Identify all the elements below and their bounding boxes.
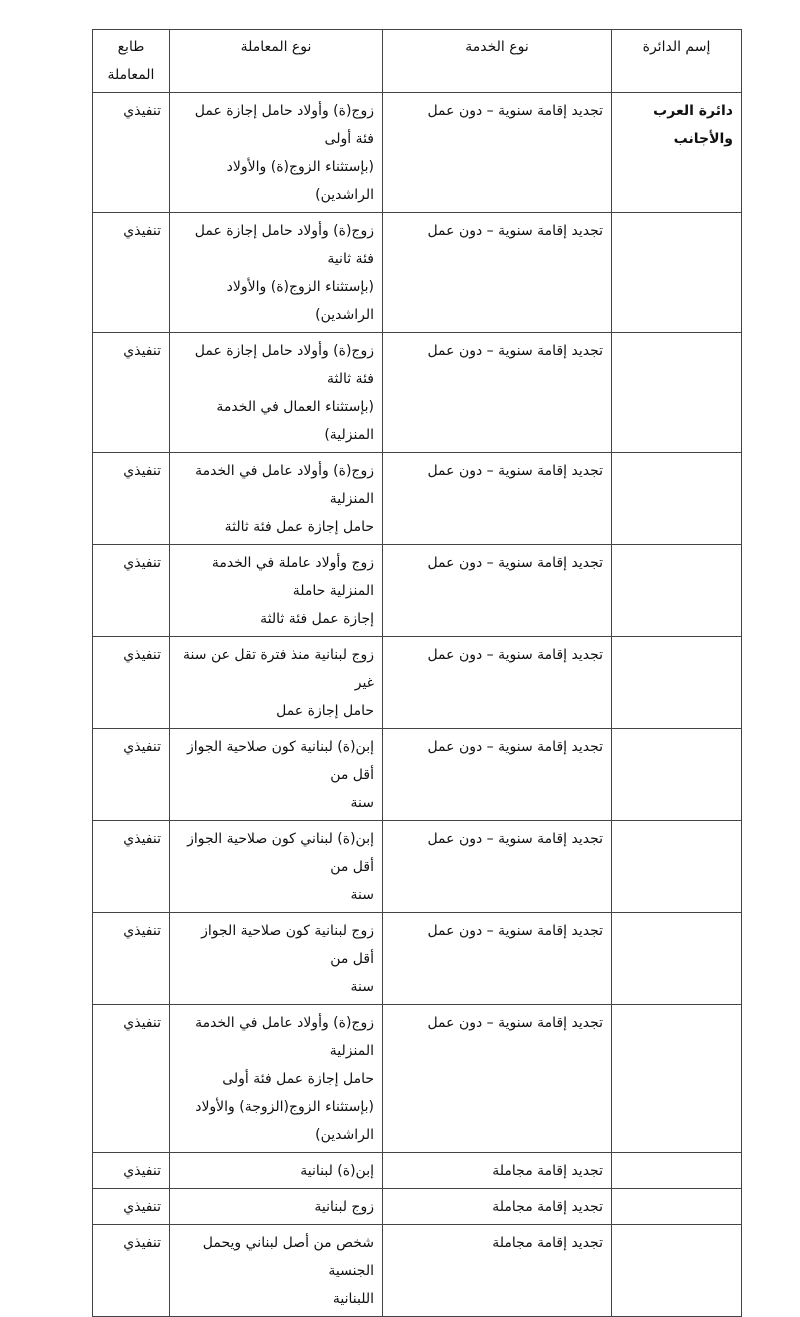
department-cell [612, 1189, 742, 1225]
table-row [93, 213, 742, 333]
table-row [93, 93, 742, 213]
department-cell [612, 93, 742, 213]
table-row [93, 1225, 742, 1317]
transaction-type-line: سنة [350, 795, 374, 811]
transaction-type-cell [170, 213, 383, 333]
transaction-nature-cell: تنفيذي [93, 637, 170, 729]
transaction-type-line: زوج(ة) وأولاد حامل إجازة عمل فئة ثالثة [194, 343, 374, 387]
transaction-type-line: زوج(ة) وأولاد حامل إجازة عمل فئة ثانية [194, 223, 374, 267]
department-cell [612, 729, 742, 821]
transaction-nature-cell: تنفيذي [93, 453, 170, 545]
transaction-type-line: شخص من أصل لبناني ويحمل الجنسية [202, 1235, 374, 1279]
transaction-nature-cell: تنفيذي [93, 93, 170, 213]
service-type-cell: تجديد إقامة سنوية – دون عمل [383, 545, 612, 637]
transaction-type-line: إبن(ة) لبنانية [300, 1163, 374, 1179]
transaction-type-cell [170, 1153, 383, 1189]
transaction-type-line: زوج لبنانية منذ فترة تقل عن سنة غير [183, 647, 374, 691]
table-row [93, 821, 742, 913]
transaction-type-line: (بإستثناء العمال في الخدمة المنزلية) [216, 399, 374, 443]
department-cell [612, 1153, 742, 1189]
department-name: دائرة العرب والأجانب [653, 103, 733, 147]
transaction-type-line: إبن(ة) لبنانية كون صلاحية الجواز أقل من [187, 739, 374, 783]
transaction-type-line: (بإستثناء الزوج(ة) والأولاد الراشدين) [226, 279, 374, 323]
transaction-type-line: اللبنانية [332, 1291, 374, 1307]
transaction-type-cell [170, 1189, 383, 1225]
transaction-nature-cell: تنفيذي [93, 729, 170, 821]
transaction-type-line: حامل إجازة عمل فئة أولى [222, 1071, 374, 1087]
service-type-cell: تجديد إقامة سنوية – دون عمل [383, 637, 612, 729]
transaction-nature-cell: تنفيذي [93, 333, 170, 453]
transaction-type-cell [170, 1225, 383, 1317]
header-transaction-type: نوع المعاملة [170, 30, 383, 93]
transaction-type-line: زوج(ة) وأولاد عامل في الخدمة المنزلية [195, 463, 374, 507]
header-department: إسم الدائرة [612, 30, 742, 93]
service-type-cell: تجديد إقامة سنوية – دون عمل [383, 453, 612, 545]
table-row [93, 637, 742, 729]
department-cell [612, 1005, 742, 1153]
transaction-nature-cell: تنفيذي [93, 213, 170, 333]
department-cell [612, 637, 742, 729]
transaction-type-cell [170, 93, 383, 213]
transaction-type-line: زوج لبنانية [314, 1199, 374, 1215]
transaction-type-cell [170, 545, 383, 637]
table-row [93, 545, 742, 637]
table-header-row [93, 30, 742, 93]
table-row [93, 729, 742, 821]
transaction-nature-cell: تنفيذي [93, 1189, 170, 1225]
department-cell [612, 821, 742, 913]
transaction-type-cell [170, 333, 383, 453]
transaction-type-line: زوج(ة) وأولاد عامل في الخدمة المنزلية [195, 1015, 374, 1059]
department-cell [612, 333, 742, 453]
table-body [93, 93, 742, 1317]
service-type-cell: تجديد إقامة سنوية – دون عمل [383, 821, 612, 913]
table-row [93, 453, 742, 545]
transaction-nature-cell: تنفيذي [93, 1005, 170, 1153]
transaction-type-line: حامل إجازة عمل فئة ثالثة [224, 519, 374, 535]
table-row [93, 1153, 742, 1189]
table-row [93, 1005, 742, 1153]
department-cell [612, 913, 742, 1005]
transaction-type-line: سنة [350, 979, 374, 995]
transaction-type-cell [170, 821, 383, 913]
transaction-type-line: زوج لبنانية كون صلاحية الجواز أقل من [201, 923, 374, 967]
transaction-type-line: إبن(ة) لبناني كون صلاحية الجواز أقل من [187, 831, 374, 875]
transaction-type-line: سنة [350, 887, 374, 903]
service-type-cell: تجديد إقامة سنوية – دون عمل [383, 913, 612, 1005]
transaction-type-line: (بإستثناء الزوج(الزوجة) والأولاد الراشدين) [195, 1099, 374, 1143]
service-type-cell: تجديد إقامة سنوية – دون عمل [383, 1005, 612, 1153]
transaction-type-line: زوج وأولاد عاملة في الخدمة المنزلية حاملة [211, 555, 374, 599]
transaction-nature-cell: تنفيذي [93, 1153, 170, 1189]
transaction-type-cell [170, 453, 383, 545]
transaction-nature-cell: تنفيذي [93, 821, 170, 913]
transaction-type-cell [170, 913, 383, 1005]
service-type-cell: تجديد إقامة مجاملة [383, 1225, 612, 1317]
service-type-cell: تجديد إقامة سنوية – دون عمل [383, 93, 612, 213]
service-type-cell: تجديد إقامة سنوية – دون عمل [383, 729, 612, 821]
transactions-table [92, 29, 742, 1317]
header-transaction-nature: طابع المعاملة [93, 30, 170, 93]
department-cell [612, 545, 742, 637]
table-row [93, 333, 742, 453]
transaction-type-cell [170, 729, 383, 821]
transaction-type-line: إجازة عمل فئة ثالثة [260, 611, 374, 627]
service-type-cell: تجديد إقامة سنوية – دون عمل [383, 333, 612, 453]
table-row [93, 913, 742, 1005]
transaction-nature-cell: تنفيذي [93, 545, 170, 637]
department-cell [612, 213, 742, 333]
transaction-type-line: زوج(ة) وأولاد حامل إجازة عمل فئة أولى [194, 103, 374, 147]
transaction-nature-cell: تنفيذي [93, 913, 170, 1005]
department-cell [612, 1225, 742, 1317]
transaction-type-cell [170, 637, 383, 729]
table-row [93, 1189, 742, 1225]
service-type-cell: تجديد إقامة مجاملة [383, 1189, 612, 1225]
header-service-type: نوع الخدمة [383, 30, 612, 93]
transaction-type-line: حامل إجازة عمل [276, 703, 374, 719]
service-type-cell: تجديد إقامة سنوية – دون عمل [383, 213, 612, 333]
transaction-type-line: (بإستثناء الزوج(ة) والأولاد الراشدين) [226, 159, 374, 203]
service-type-cell: تجديد إقامة مجاملة [383, 1153, 612, 1189]
transaction-nature-cell: تنفيذي [93, 1225, 170, 1317]
transaction-type-cell [170, 1005, 383, 1153]
department-cell [612, 453, 742, 545]
